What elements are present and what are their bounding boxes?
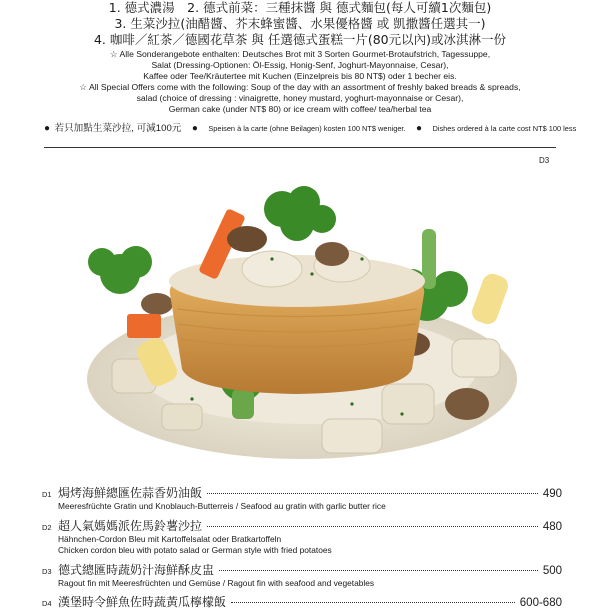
dotted-leader	[207, 493, 538, 494]
set-menu-cn-line-1: 1. 德式濃湯 2. 德式前菜：三種抹醬 與 德式麵包(每人可續1次麵包)	[108, 0, 492, 15]
set-menu-de-line-3: Kaffee oder Tee/Kräutertee mit Kuchen (Einzelpreis bis 80 NT$) oder 1 becher eis.	[143, 71, 457, 81]
menu-item-description: Hähnchen-Cordon Bleu mit Kartoffelsalat oder Bratkartoffeln	[58, 533, 282, 544]
menu-item-d1[interactable]	[42, 484, 562, 513]
menu-item-price: 480	[542, 520, 562, 533]
bullet-icon: ●	[416, 123, 423, 134]
menu-item-description: Meeresfrüchte Gratin und Knoblauch-Butterreis / Seafood au gratin with garlic butter rice	[58, 501, 386, 511]
note-salad-only: 若只加點生菜沙拉, 可減100元	[54, 123, 182, 134]
menu-item-name: 德式總匯時蔬奶汁海鮮酥皮盅	[58, 562, 215, 577]
set-menu-de-line-2: Salat (Dressing-Optionen: Öl-Essig, Honig-Senf, Joghurt-Mayonnaise, Cesar),	[151, 60, 449, 70]
bullet-icon: ●	[191, 123, 198, 134]
menu-item-price: 490	[542, 488, 562, 500]
menu-item-name: 焗烤海鮮總匯佐蒜香奶油飯	[58, 486, 203, 500]
note-a-la-carte-en: Dishes ordered à la carte cost NT$ 100 less	[432, 124, 577, 133]
food-photo-vol-au-vent-icon	[72, 164, 532, 474]
photo-section-code: D3	[539, 156, 550, 165]
menu-item-description: Ragout fin mit Meeresfrüchten und Gemüse / Ragout fin with seafood and vegetables	[58, 577, 375, 588]
note-a-la-carte-de: Speisen à la carte (ohne Beilagen) kosten 100 NT$ weniger.	[208, 124, 406, 133]
menu-item-d4[interactable]	[42, 593, 562, 610]
set-menu-de-line-1: ☆ Alle Sonderangebote enthalten: Deutsches Brot mit 3 Sorten Gourmet-Brotaufstrich, Tagessuppe,	[109, 49, 491, 59]
price-notes	[44, 118, 584, 136]
set-menu-en-line-2: salad (choice of dressing : vinaigrette, honey mustard, yoghurt-mayonnaise or Cesar),	[136, 93, 464, 103]
menu-item-description: Chicken cordon bleu with potato salad or German style with fried potatoes	[58, 545, 332, 555]
bullet-icon: ●	[44, 123, 51, 134]
dotted-leader	[219, 570, 538, 571]
set-menu-cn-line-2: 3. 生菜沙拉(油醋醬、芥末蜂蜜醬、水果優格醬 或 凱撒醬任選其一)	[114, 16, 486, 31]
set-menu-en-line-1: ☆ All Special Offers come with the following: Soup of the day with an assortment of freshly baked breads & spreads,	[79, 82, 521, 92]
section-divider	[44, 147, 556, 148]
dotted-leader	[231, 602, 515, 603]
menu-item-d2[interactable]	[42, 517, 562, 557]
menu-list	[42, 484, 562, 614]
menu-item-code: D2	[42, 522, 52, 532]
dotted-leader	[207, 526, 538, 527]
menu-item-price: 600-680	[519, 597, 562, 609]
menu-item-d3[interactable]	[42, 561, 562, 590]
menu-item-name: 超人氣媽媽派佐馬鈴薯沙拉	[58, 518, 203, 533]
menu-item-code: D4	[42, 599, 52, 608]
set-menu-en-line-3: German cake (under NT$ 80) or ice cream with coffee/ tea/herbal tea	[168, 104, 432, 114]
set-menu-header	[0, 0, 600, 115]
menu-item-name: 漢堡時令鮮魚佐時蔬黃瓜檸檬飯	[58, 595, 227, 609]
set-menu-cn-line-3: 4. 咖啡／紅茶／德國花草茶 與 任選德式蛋糕一片(80元以內)或冰淇淋一份	[93, 32, 506, 47]
menu-item-code: D1	[42, 490, 52, 499]
menu-item-price: 500	[542, 564, 562, 577]
menu-item-code: D3	[42, 566, 52, 576]
